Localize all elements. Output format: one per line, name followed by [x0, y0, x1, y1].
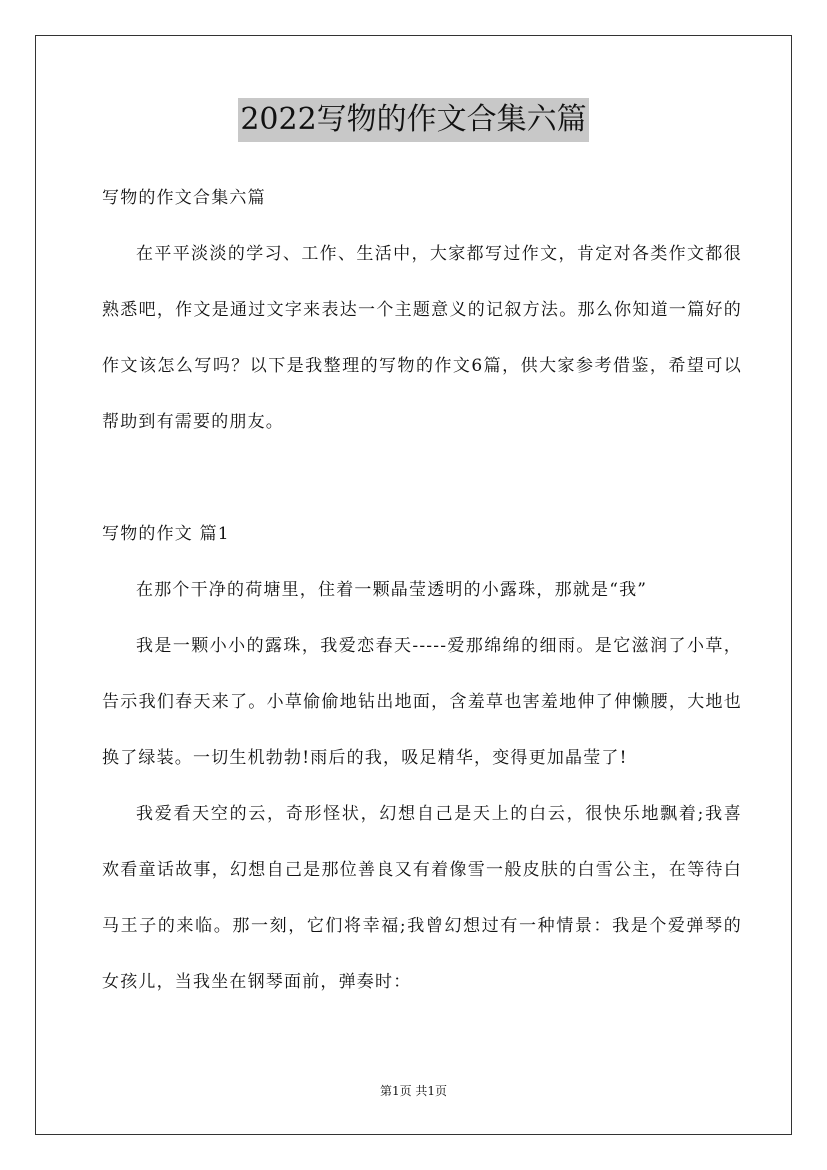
document-title: 2022写物的作文合集六篇: [238, 98, 588, 142]
section-spacer: [102, 450, 742, 506]
page-footer: 第1页 共1页: [379, 1084, 448, 1098]
section-heading: 写物的作文 篇1: [102, 524, 230, 544]
document-body: [102, 170, 742, 1010]
body-paragraph-2: 我是一颗小小的露珠，我爱恋春天-----爱那绵绵的细雨。是它滋润了小草，告示我们春天来了。小草偷偷地钻出地面，含羞草也害羞地伸了伸懒腰，大地也换了绿装。一切生机勃勃!雨后的我，吸足精华，变得更加晶莹了!: [102, 636, 742, 768]
body-paragraph-3: 我爱看天空的云，奇形怪状，幻想自己是天上的白云，很快乐地飘着;我喜欢看童话故事，幻想自己是那位善良又有着像雪一般皮肤的白雪公主，在等待白马王子的来临。那一刻，它们将幸福;我曾幻想过有一种情景：我是个爱弹琴的女孩儿，当我坐在钢琴面前，弹奏时：: [102, 804, 742, 992]
title-container: [0, 98, 827, 142]
body-paragraph-1: 在那个干净的荷塘里，住着一颗晶莹透明的小露珠，那就是“我”: [136, 580, 648, 600]
document-subtitle: 写物的作文合集六篇: [102, 188, 266, 208]
intro-paragraph: 在平平淡淡的学习、工作、生活中，大家都写过作文，肯定对各类作文都很熟悉吧，作文是通过文字来表达一个主题意义的记叙方法。那么你知道一篇好的作文该怎么写吗？以下是我整理的写物的作文6篇，供大家参考借鉴，希望可以帮助到有需要的朋友。: [102, 244, 742, 432]
